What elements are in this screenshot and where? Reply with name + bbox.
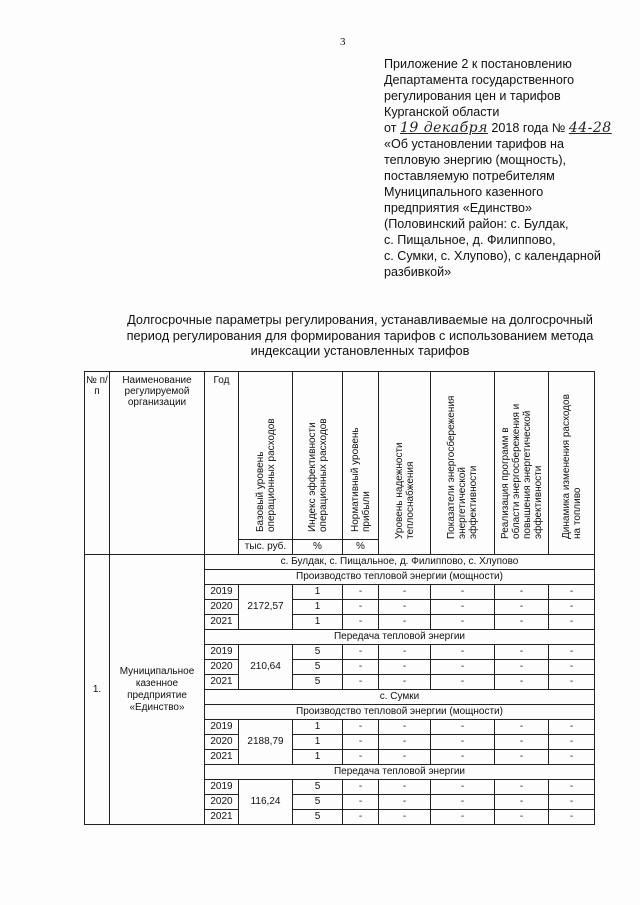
appendix-block <box>384 56 624 280</box>
efficiency-index-cell: 5 <box>293 660 343 675</box>
base-opex-cell: 2188,79 <box>239 720 293 765</box>
appendix-subject-line: предприятия «Единство» <box>384 201 533 215</box>
header-reliability: Уровень надежности теплоснабжения <box>379 372 431 555</box>
parameters-table-wrapper <box>84 371 595 825</box>
header-fuel: Динамика изменения расходов на топливо <box>549 372 595 555</box>
dash-cell: - <box>549 600 595 615</box>
section-name: Производство тепловой энергии (мощности) <box>205 705 595 720</box>
dash-cell: - <box>343 750 379 765</box>
appendix-line: Департамента государственного <box>384 73 575 87</box>
year-cell: 2020 <box>205 735 239 750</box>
dash-cell: - <box>495 675 549 690</box>
dash-cell: - <box>495 660 549 675</box>
scan-noise <box>262 846 312 860</box>
appendix-subject-line: с. Сумки, с. Хлупово), с календарной <box>384 249 601 263</box>
dash-cell: - <box>343 720 379 735</box>
efficiency-index-cell: 5 <box>293 645 343 660</box>
dash-cell: - <box>343 780 379 795</box>
base-opex-cell: 116,24 <box>239 780 293 825</box>
dash-cell: - <box>431 660 495 675</box>
year-cell: 2019 <box>205 720 239 735</box>
section-name: Передача тепловой энергии <box>205 765 595 780</box>
dash-cell: - <box>343 660 379 675</box>
dash-cell: - <box>549 750 595 765</box>
handwritten-date: 19 декабря <box>400 120 488 136</box>
year-cell: 2021 <box>205 675 239 690</box>
dash-cell: - <box>549 810 595 825</box>
efficiency-index-cell: 5 <box>293 675 343 690</box>
appendix-line: Курганской области <box>384 105 500 119</box>
dash-cell: - <box>495 585 549 600</box>
efficiency-index-cell: 5 <box>293 810 343 825</box>
year-cell: 2021 <box>205 615 239 630</box>
dash-cell: - <box>431 675 495 690</box>
page-number: 3 <box>340 36 346 48</box>
dash-cell: - <box>549 795 595 810</box>
dash-cell: - <box>343 795 379 810</box>
efficiency-index-cell: 1 <box>293 585 343 600</box>
location-name: с. Сумки <box>205 690 595 705</box>
year-cell: 2019 <box>205 780 239 795</box>
dash-cell: - <box>431 795 495 810</box>
efficiency-index-cell: 1 <box>293 615 343 630</box>
dash-cell: - <box>431 615 495 630</box>
appendix-subject-line: с. Пищальное, д. Филиппово, <box>384 233 556 247</box>
base-opex-cell: 2172,57 <box>239 585 293 630</box>
dash-cell: - <box>379 645 431 660</box>
dash-cell: - <box>549 645 595 660</box>
dash-cell: - <box>495 780 549 795</box>
appendix-line: Приложение 2 к постановлению <box>384 57 572 71</box>
year-cell: 2020 <box>205 795 239 810</box>
dash-cell: - <box>379 735 431 750</box>
year-cell: 2019 <box>205 645 239 660</box>
dash-cell: - <box>495 615 549 630</box>
year-cell: 2021 <box>205 810 239 825</box>
dash-cell: - <box>495 735 549 750</box>
location-row <box>85 555 595 570</box>
handwritten-number: 44-28 <box>568 120 612 136</box>
dash-cell: - <box>431 600 495 615</box>
dash-cell: - <box>343 675 379 690</box>
dash-cell: - <box>549 735 595 750</box>
title-line: период регулирования для формирования тарифов с использованием метода <box>126 327 594 343</box>
dash-cell: - <box>379 810 431 825</box>
dash-cell: - <box>431 750 495 765</box>
dash-cell: - <box>431 810 495 825</box>
dash-cell: - <box>549 720 595 735</box>
dash-cell: - <box>379 600 431 615</box>
efficiency-index-cell: 1 <box>293 750 343 765</box>
dash-cell: - <box>495 600 549 615</box>
year-cell: 2020 <box>205 660 239 675</box>
location-name: с. Булдак, с. Пищальное, д. Филиппово, с. Хлупово <box>205 555 595 570</box>
header-org: Наименование регулируемой организации <box>110 372 205 555</box>
header-energy-indicators: Показатели энергосбережения энергетической эффективности <box>431 372 495 555</box>
dash-cell: - <box>343 600 379 615</box>
dash-cell: - <box>379 780 431 795</box>
year-cell: 2020 <box>205 600 239 615</box>
header-index: Индекс эффективности операционных расходов <box>293 372 343 540</box>
document-title <box>110 312 610 359</box>
appendix-subject-line: «Об установлении тарифов на <box>384 137 565 151</box>
dash-cell: - <box>379 675 431 690</box>
section-name: Передача тепловой энергии <box>205 630 595 645</box>
dash-cell: - <box>431 735 495 750</box>
dash-cell: - <box>495 720 549 735</box>
efficiency-index-cell: 1 <box>293 735 343 750</box>
header-year: Год <box>205 372 239 555</box>
year-cell: 2019 <box>205 585 239 600</box>
base-opex-cell: 210,64 <box>239 645 293 690</box>
title-line: индексации установленных тарифов <box>250 343 470 358</box>
dash-cell: - <box>343 645 379 660</box>
dash-cell: - <box>379 585 431 600</box>
row-number: 1. <box>85 555 110 825</box>
parameters-table <box>84 371 595 825</box>
unit-index: % <box>293 540 343 555</box>
dash-cell: - <box>431 645 495 660</box>
dash-cell: - <box>379 750 431 765</box>
title-line: Долгосрочные параметры регулирования, устанавливаемые на долгосрочный <box>127 312 593 327</box>
dash-cell: - <box>549 675 595 690</box>
dash-cell: - <box>431 720 495 735</box>
header-row <box>85 372 595 540</box>
unit-base: тыс. руб. <box>239 540 293 555</box>
dash-cell: - <box>495 645 549 660</box>
appendix-subject-line: поставляемую потребителям <box>384 169 555 183</box>
efficiency-index-cell: 5 <box>293 780 343 795</box>
dash-cell: - <box>549 780 595 795</box>
dash-cell: - <box>495 750 549 765</box>
efficiency-index-cell: 5 <box>293 795 343 810</box>
dash-cell: - <box>431 780 495 795</box>
header-programs: Реализация программ в области энергосбережения и повышения энергетической эффективности <box>495 372 549 555</box>
dash-cell: - <box>495 810 549 825</box>
section-name: Производство тепловой энергии (мощности) <box>205 570 595 585</box>
dash-cell: - <box>343 735 379 750</box>
appendix-line: регулирования цен и тарифов <box>384 89 561 103</box>
dash-cell: - <box>343 810 379 825</box>
dash-cell: - <box>549 615 595 630</box>
date-prefix: от <box>384 121 397 135</box>
header-base: Базовый уровень операционных расходов <box>239 372 293 540</box>
unit-profit: % <box>343 540 379 555</box>
organization-name: Муниципальное казенное предприятие «Единство» <box>110 555 205 825</box>
header-num: № п/п <box>85 372 110 555</box>
appendix-subject-line: тепловую энергию (мощность), <box>384 153 567 167</box>
dash-cell: - <box>343 585 379 600</box>
dash-cell: - <box>343 615 379 630</box>
date-middle: 2018 года № <box>491 121 566 135</box>
appendix-subject-line: Муниципального казенного <box>384 185 544 199</box>
dash-cell: - <box>549 660 595 675</box>
dash-cell: - <box>431 585 495 600</box>
dash-cell: - <box>379 795 431 810</box>
header-profit: Нормативный уровень прибыли <box>343 372 379 540</box>
efficiency-index-cell: 1 <box>293 600 343 615</box>
efficiency-index-cell: 1 <box>293 720 343 735</box>
dash-cell: - <box>379 720 431 735</box>
dash-cell: - <box>495 795 549 810</box>
appendix-subject-line: разбивкой» <box>384 265 452 279</box>
appendix-date-line <box>384 120 624 136</box>
dash-cell: - <box>549 585 595 600</box>
appendix-subject-line: (Половинский район: с. Булдак, <box>384 217 569 231</box>
year-cell: 2021 <box>205 750 239 765</box>
dash-cell: - <box>379 660 431 675</box>
dash-cell: - <box>379 615 431 630</box>
